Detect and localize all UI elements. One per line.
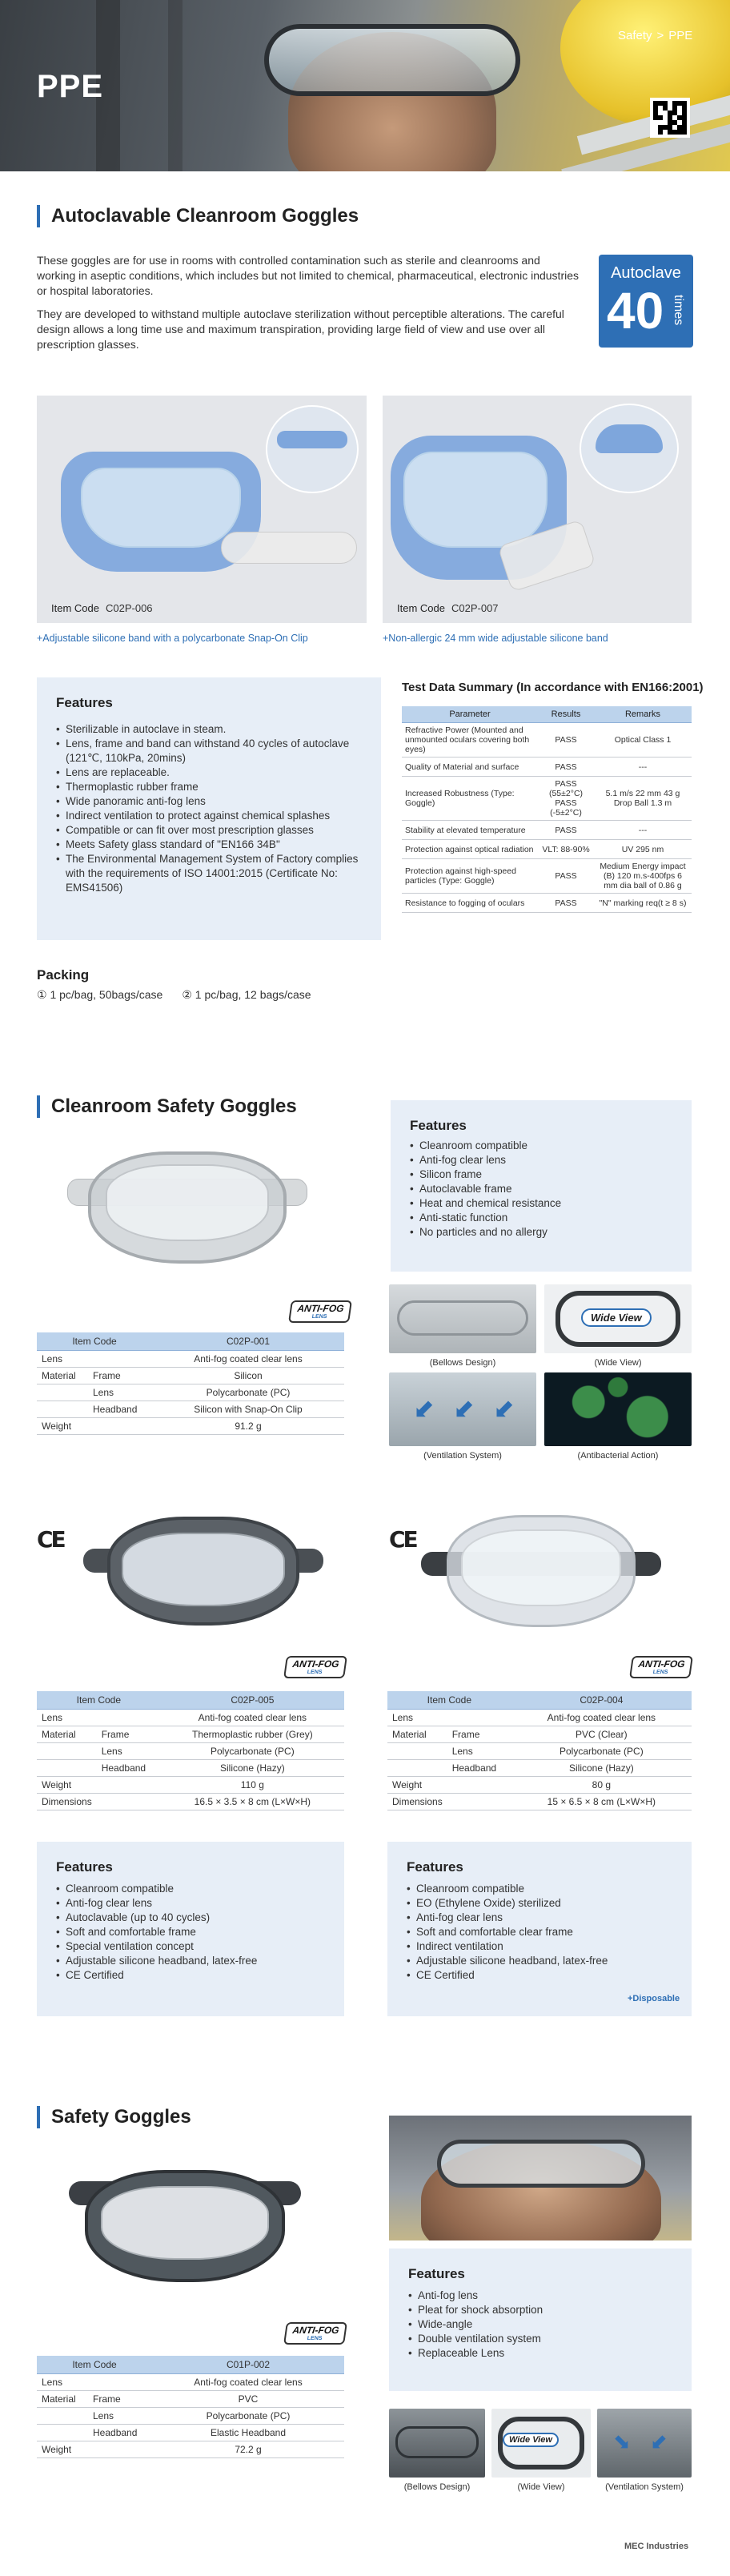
spec-cell-label [88,1351,152,1368]
qr-module [682,130,687,135]
packing-options [37,988,311,1002]
ventilation-arrow-icon: ⬊ [613,2429,631,2453]
section-title-bar [37,2106,40,2128]
spec-table-row [37,2425,344,2441]
anti-fog-badge [288,1300,352,1323]
item-code-c02p-007 [397,602,499,614]
spec-cell-group: Material [37,1726,97,1743]
spec-table-row [37,2408,344,2425]
test-cell-parameter: Refractive Power (Mounted and unmounted oculars covering both eyes) [402,723,538,758]
feature-item: • Lens are replaceable. [56,766,360,780]
spec-table-row [37,2391,344,2408]
feature-item: • Anti-fog clear lens [56,1896,328,1911]
feature-item: • Wide panoramic anti-fog lens [56,794,360,809]
spec-header-label: Item Code [37,1691,161,1710]
spec-cell-label: Frame [447,1726,511,1743]
spec-cell-group [387,1743,447,1760]
test-table-row [402,777,692,821]
spec-cell-label [97,1710,161,1726]
features-title: Features [410,1118,467,1133]
feature-item: • Heat and chemical resistance [410,1196,674,1211]
item-code-label: Item Code [51,602,99,614]
spec-header-label: Item Code [37,1332,152,1351]
goggle-lens-shape [101,2186,269,2260]
spec-table-c02p-001 [37,1332,344,1435]
spec-cell-group [37,1384,88,1401]
spec-header-label: Item Code [387,1691,511,1710]
spec-cell-group: Weight [387,1777,447,1794]
thumb-wide-view [491,2409,591,2478]
spec-cell-value: Polycarbonate (PC) [161,1743,344,1760]
spec-cell-value: Silicon [152,1368,344,1384]
spec-cell-value: Anti-fog coated clear lens [152,2374,344,2391]
spec-cell-label: Headband [88,1401,152,1418]
test-cell-parameter: Protection against optical radiation [402,840,538,859]
feature-item: • Meets Safety glass standard of "EN166 34B" [56,838,360,852]
product-image-c02p-004 [421,1512,661,1632]
feature-item: • Autoclavable (up to 40 cycles) [56,1911,328,1925]
section-title-text: Safety Goggles [51,2106,191,2128]
spec-cell-label: Headband [447,1760,511,1777]
feature-item: • No particles and no allergy [410,1225,674,1240]
spec-cell-group: Material [37,1368,88,1384]
feature-item: • Soft and comfortable frame [56,1925,328,1939]
spec-cell-label: Lens [447,1743,511,1760]
thumb-ventilation-system [389,1372,536,1446]
breadcrumb-item-ppe[interactable]: PPE [668,29,693,42]
test-table-row [402,894,692,913]
feature-item: • Lens, frame and band can withstand 40 cycles of autoclave (121℃, 110kPa, 20mins) [56,737,360,766]
spec-table-header [37,1691,344,1710]
product-image-c01p-002 [53,2154,317,2290]
spec-cell-value: 15 × 6.5 × 8 cm (L×W×H) [511,1794,692,1810]
breadcrumb-item-safety[interactable]: Safety [618,29,652,42]
test-cell-result: PASS [538,894,594,913]
qr-code[interactable] [650,98,690,138]
spec-cell-value: Silicon with Snap-On Clip [152,1401,344,1418]
spec-cell-value: PVC [152,2391,344,2408]
thumb-bellows-design [389,2409,485,2478]
spec-table-row [37,2441,344,2458]
spec-table-row [37,1351,344,1368]
feature-item: • EO (Ethylene Oxide) sterilized [407,1896,679,1911]
test-header-parameter: Parameter [402,706,538,723]
spec-cell-value: 110 g [161,1777,344,1794]
test-cell-result: PASS [538,723,594,758]
features-list [56,1882,328,1983]
item-code-value: C02P-006 [105,602,153,614]
autoclave-40-badge [599,255,693,348]
breadcrumb-separator: > [656,29,664,42]
test-table-row [402,821,692,840]
spec-cell-value: PVC (Clear) [511,1726,692,1743]
spec-cell-group: Lens [37,2374,88,2391]
spec-cell-value: 16.5 × 3.5 × 8 cm (L×W×H) [161,1794,344,1810]
anti-fog-badge [283,1656,347,1678]
item-code-value: C02P-007 [451,602,499,614]
zoom-detail-clip [277,431,347,448]
goggle-strap-shape [221,532,357,564]
features-list [410,1139,674,1240]
spec-table-header [37,1332,344,1351]
badge-unit: times [672,295,685,326]
spec-header-code: C02P-005 [161,1691,344,1710]
feature-item: • Wide-angle [408,2317,672,2332]
test-cell-parameter: Resistance to fogging of oculars [402,894,538,913]
feature-item: • Double ventilation system [408,2332,672,2346]
feature-item: • Cleanroom compatible [56,1882,328,1896]
packing-title: Packing [37,967,90,983]
badge-title: Autoclave [611,264,681,282]
spec-table-row [37,1384,344,1401]
features-list [56,722,360,895]
ventilation-arrow-icon: ⬋ [413,1394,435,1423]
wide-view-label: Wide View [581,1308,652,1327]
spec-cell-group: Lens [37,1351,88,1368]
test-cell-remark: Medium Energy impact (B) 120 m.s-400fps 6 mm dia ball of 0.86 g [594,859,692,894]
feature-item: • Sterilizable in autoclave in steam. [56,722,360,737]
spec-cell-value: Anti-fog coated clear lens [152,1351,344,1368]
spec-table-row [387,1794,692,1810]
test-table-row [402,723,692,758]
hero-title: PPE [37,69,104,104]
spec-cell-label [97,1794,161,1810]
spec-cell-group: Lens [387,1710,447,1726]
spec-cell-label: Lens [88,1384,152,1401]
test-header-results: Results [538,706,594,723]
spec-cell-group: Weight [37,1418,88,1435]
spec-cell-value: Thermoplastic rubber (Grey) [161,1726,344,1743]
packing-option: ① 1 pc/bag, 50bags/case [37,988,163,1001]
spec-cell-label [447,1794,511,1810]
spec-cell-group: Material [387,1726,447,1743]
test-cell-remark: 5.1 m/s 22 mm 43 g Drop Ball 1.3 m [594,777,692,821]
thumb-caption: (Bellows Design) [429,1358,496,1368]
goggle-lens-shape [106,1164,269,1241]
features-title: Features [408,2266,465,2281]
spec-cell-value: Polycarbonate (PC) [152,2408,344,2425]
feature-item: • Indirect ventilation [407,1939,679,1954]
feature-item: • Pleat for shock absorption [408,2303,672,2317]
spec-cell-value: Polycarbonate (PC) [511,1743,692,1760]
spec-cell-group [37,2408,88,2425]
anti-fog-label: ANTI-FOG [291,2324,340,2336]
spec-table-row [387,1777,692,1794]
ce-mark: CE [37,1526,64,1553]
anti-fog-sub: LENS [311,1313,327,1320]
feature-item: • Autoclavable frame [410,1182,674,1196]
autoclave-features-box [37,677,381,940]
ventilation-arrow-icon: ⬋ [453,1394,475,1423]
goggle-lens-shape [403,452,548,548]
thumb-caption: (Wide View) [517,2482,565,2492]
feature-item: • Silicon frame [410,1167,674,1182]
features-title: Features [56,1859,113,1875]
spec-cell-value: Anti-fog coated clear lens [511,1710,692,1726]
spec-header-code: C02P-004 [511,1691,692,1710]
spec-cell-label [447,1710,511,1726]
feature-item: • Anti-fog clear lens [407,1911,679,1925]
intro-paragraph: They are developed to withstand multiple autoclave sterilization without perceptible alterations. The careful design allows a long time use and maximum transpiration, providing large field of view and use over all prescription glasses. [37,307,564,351]
intro-paragraph: These goggles are for use in rooms with controlled contamination such as sterile and cleanrooms and working in aseptic conditions, which includes but not limited to chemical, pharmaceutical, electronic industries or hospital laboratories. [37,254,579,297]
product-caption: +Non-allergic 24 mm wide adjustable silicone band [383,633,608,644]
test-cell-parameter: Quality of Material and surface [402,758,538,777]
feature-item: • Adjustable silicone headband, latex-free [56,1954,328,1968]
feature-item: • Anti-static function [410,1211,674,1225]
test-cell-result: PASS [538,758,594,777]
spec-cell-group: Weight [37,1777,97,1794]
spec-table-row [37,1418,344,1435]
test-table-header [402,706,692,723]
product-photo-c02p-007 [383,396,692,623]
spec-cell-label [88,1418,152,1435]
spec-table-row [37,1401,344,1418]
anti-fog-sub: LENS [307,1669,323,1675]
thumb-ventilation-system [597,2409,692,2478]
test-cell-remark: --- [594,758,692,777]
zoom-detail-circle [266,405,359,493]
spec-cell-value: Silicone (Hazy) [511,1760,692,1777]
zoom-detail-band [596,424,663,453]
feature-item: • Cleanroom compatible [407,1882,679,1896]
features-list [407,1882,679,1983]
spec-table-header [37,2356,344,2374]
spec-cell-label: Frame [88,2391,152,2408]
spec-header-label: Item Code [37,2356,152,2374]
spec-cell-group: Material [37,2391,88,2408]
product-photo-c02p-006 [37,396,367,623]
goggle-lens-shape [81,468,241,548]
feature-item: • Thermoplastic rubber frame [56,780,360,794]
test-cell-result: PASS [538,821,594,840]
spec-cell-value: 80 g [511,1777,692,1794]
cleanroom-features-box [391,1100,692,1272]
anti-fog-label: ANTI-FOG [296,1302,345,1314]
spec-cell-group [37,1760,97,1777]
test-cell-remark: "N" marking req(t ≥ 8 s) [594,894,692,913]
spec-cell-label [447,1777,511,1794]
thumb-antibacterial-action [544,1372,692,1446]
spec-table-header [387,1691,692,1710]
bellows-shape [397,1300,528,1336]
product-image-c02p-005 [83,1512,323,1632]
thumb-caption: (Ventilation System) [605,2482,684,2492]
thumb-caption: (Antibacterial Action) [577,1451,659,1461]
spec-cell-label: Headband [88,2425,152,2441]
goggle-lens-shape [461,1529,621,1606]
spec-table-c01p-002 [37,2356,344,2458]
goggle-lens-shape [122,1533,285,1606]
spec-cell-group: Lens [37,1710,97,1726]
spec-table-row [37,1794,344,1810]
spec-table-row [37,1726,344,1743]
spec-cell-group [37,2425,88,2441]
worker-goggle-shape [437,2140,645,2188]
qr-code-pattern [653,101,687,135]
spec-header-code: C02P-001 [152,1332,344,1351]
section-title-autoclave [37,205,359,227]
spec-cell-label [97,1777,161,1794]
test-cell-remark: --- [594,821,692,840]
spec-cell-label: Headband [97,1760,161,1777]
thumb-bellows-design [389,1284,536,1353]
breadcrumb [618,29,692,42]
hero-banner [0,0,730,171]
product-image-c02p-001 [67,1143,307,1272]
spec-cell-label: Lens [97,1743,161,1760]
test-cell-remark: Optical Class 1 [594,723,692,758]
c02p-005-features-box [37,1842,344,2016]
anti-fog-badge [283,2322,347,2345]
test-cell-remark: UV 295 nm [594,840,692,859]
spec-table-row [37,2374,344,2391]
feature-item: • Soft and comfortable clear frame [407,1925,679,1939]
test-cell-result: VLT: 88-90% [538,840,594,859]
spec-cell-group [37,1401,88,1418]
spec-cell-value: 72.2 g [152,2441,344,2458]
safety-features-box [389,2248,692,2391]
ventilation-arrow-icon: ⬋ [650,2429,668,2453]
badge-number: 40 [607,282,664,340]
spec-cell-value: Elastic Headband [152,2425,344,2441]
safety-worker-photo [389,2116,692,2240]
feature-item: • Indirect ventilation to protect against chemical splashes [56,809,360,823]
feature-item: • CE Certified [56,1968,328,1983]
spec-table-c02p-005 [37,1691,344,1810]
c02p-004-features-box [387,1842,692,2016]
spec-table-row [37,1368,344,1384]
hero-goggle-image [264,24,520,96]
item-code-c02p-006 [51,602,153,614]
thumb-caption: (Bellows Design) [403,2482,471,2492]
feature-item: • Special ventilation concept [56,1939,328,1954]
feature-item: • Anti-fog lens [408,2289,672,2303]
test-cell-parameter: Increased Robustness (Type: Goggle) [402,777,538,821]
feature-item: • Compatible or can fit over most prescription glasses [56,823,360,838]
spec-table-row [37,1760,344,1777]
spec-cell-value: Silicone (Hazy) [161,1760,344,1777]
wide-view-label: Wide View [503,2433,559,2447]
section-title-cleanroom [37,1095,297,1118]
product-caption: +Adjustable silicone band with a polycarbonate Snap-On Clip [37,633,308,644]
feature-item: • Cleanroom compatible [410,1139,674,1153]
feature-item: • CE Certified [407,1968,679,1983]
section-title-bar [37,205,40,227]
disposable-note: +Disposable [628,1994,680,2003]
thumb-caption: (Ventilation System) [423,1451,502,1461]
spec-cell-value: 91.2 g [152,1418,344,1435]
section-title-text: Cleanroom Safety Goggles [51,1095,297,1117]
features-title: Features [407,1859,463,1875]
spec-cell-group: Dimensions [387,1794,447,1810]
test-cell-parameter: Stability at elevated temperature [402,821,538,840]
section-title-text: Autoclavable Cleanroom Goggles [51,205,359,227]
spec-table-row [37,1743,344,1760]
test-data-title: Test Data Summary (In accordance with EN166:2001) [402,681,704,694]
test-table-row [402,758,692,777]
spec-cell-label: Frame [97,1726,161,1743]
spec-cell-label [88,2374,152,2391]
spec-table-row [37,1777,344,1794]
spec-cell-value: Anti-fog coated clear lens [161,1710,344,1726]
test-cell-parameter: Protection against high-speed particles (Type: Goggle) [402,859,538,894]
test-table-row [402,859,692,894]
ce-mark: CE [389,1526,416,1553]
test-cell-result: PASS [538,859,594,894]
feature-item: • Adjustable silicone headband, latex-free [407,1954,679,1968]
spec-cell-label [88,2441,152,2458]
features-title: Features [56,695,113,710]
spec-header-code: C01P-002 [152,2356,344,2374]
test-data-table [402,706,692,913]
thumb-caption: (Wide View) [594,1358,642,1368]
item-code-label: Item Code [397,602,445,614]
autoclave-intro [37,253,581,360]
thumb-wide-view [544,1284,692,1353]
hero-bg-pillar [168,0,182,171]
footer-brand: MEC Industries [624,2542,689,2551]
spec-table-row [387,1743,692,1760]
test-cell-result: PASS (55±2°C) PASS (-5±2°C) [538,777,594,821]
anti-fog-sub: LENS [307,2335,323,2341]
spec-cell-group: Dimensions [37,1794,97,1810]
packing-option: ② 1 pc/bag, 12 bags/case [182,988,311,1001]
anti-fog-label: ANTI-FOG [637,1658,686,1670]
spec-table-row [387,1726,692,1743]
features-list [408,2289,672,2361]
spec-table-row [387,1760,692,1777]
section-title-bar [37,1095,40,1118]
spec-cell-value: Polycarbonate (PC) [152,1384,344,1401]
spec-cell-label: Frame [88,1368,152,1384]
anti-fog-sub: LENS [652,1669,668,1675]
section-title-safety [37,2106,191,2128]
feature-item: • The Environmental Management System of Factory complies with the requirements of ISO 14001:2015 (Certificate No: EMS41506) [56,852,360,895]
spec-table-row [387,1710,692,1726]
spec-table-row [37,1710,344,1726]
test-table-row [402,840,692,859]
feature-item: • Replaceable Lens [408,2346,672,2361]
spec-cell-group [387,1760,447,1777]
test-header-remarks: Remarks [594,706,692,723]
spec-cell-group: Weight [37,2441,88,2458]
spec-cell-group [37,1743,97,1760]
feature-item: • Anti-fog clear lens [410,1153,674,1167]
anti-fog-label: ANTI-FOG [291,1658,340,1670]
bellows-shape [395,2426,479,2458]
anti-fog-badge [629,1656,693,1678]
spec-cell-label: Lens [88,2408,152,2425]
spec-table-c02p-004 [387,1691,692,1810]
ventilation-arrow-icon: ⬋ [493,1394,515,1423]
